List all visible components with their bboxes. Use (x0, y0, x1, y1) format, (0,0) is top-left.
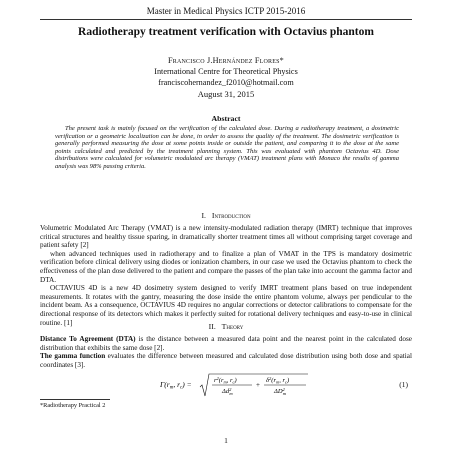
running-head: Master in Medical Physics ICTP 2015-2016 (146, 6, 306, 16)
gamma-term: The gamma function (40, 352, 106, 361)
svg-text:r2(rm, rc): $r^2(r_m$, $r_c$) (214, 376, 237, 385)
page-number: 1 (224, 436, 228, 445)
gamma-equation-formula (160, 372, 310, 400)
footnote: *Radiotherapy Practical 2 (40, 402, 106, 409)
theory-body (40, 335, 412, 369)
section-number: II. (208, 322, 216, 331)
section-number: I. (201, 211, 206, 220)
abstract-heading: Abstract (211, 114, 241, 123)
svg-text:Γ(rm, rc) =: $\Gamma(r_m$, $r_c$) = (160, 380, 192, 391)
svg-text:ΔD2m: $\Delta D^2$ m (274, 387, 287, 396)
svg-text:Δd2m: $\Delta d^2$ m (222, 387, 233, 396)
author-block (0, 55, 452, 88)
author-email: franciscohernandez_f2010@hotmail.com (158, 78, 294, 87)
svg-text:+: + (256, 381, 260, 389)
section-heading-introduction (0, 211, 452, 220)
author-affiliation: International Centre for Theoretical Physics (154, 67, 298, 76)
paragraph (40, 352, 412, 369)
paragraph: Volumetric Modulated Arc Therapy (VMAT) is a new intensity-modulated radiation therapy (IMRT) technique that improves critical structures and healthy tissue sparing, in dramatically shorter treatment times all without comprising target coverage and patient safety [2] (40, 224, 412, 250)
dta-definition: is the distance between a measured data point and the nearest point in the calculated dose distribution that exhibits the same dose [2]. (40, 335, 412, 352)
section-heading-theory (0, 322, 452, 331)
paragraph (40, 335, 412, 352)
section-title: Theory (221, 322, 244, 331)
section-title: Introduction (211, 211, 251, 220)
svg-text:δ2(rm, rc): $\delta^2(r_m$, $r_c$) (266, 376, 290, 385)
paragraph: OCTAVIUS 4D is a new 4D dosimetry system designed to verify IMRT treatment plans based on true independent measurements. It rotates with the gantry, measuring the dose inside the entire phantom volume, always per pendicular to the incident beam. As a consequence, OCTAVIUS 4D requires no angular corrections or detector calibrations to compensate for the directional response of its detectors which makes it perfectly suited for rotational delivery techniques and easy-to-use in clinical routine. [1] (40, 284, 412, 327)
paper-date: August 31, 2015 (197, 89, 255, 99)
paragraph: when advanced techniques used in radiotherapy and to finalize a plan of VMAT in the TPS is mandatory dosimetric verification before clinical delivery using diodes or ionization chambers, in our case we used the Octavius phantom to check the effectiveness of the plan dose delivered to the patient and compare the passes of the plan take into account the gamma factor and DTA. (40, 249, 412, 284)
dta-term: Distance To Agreement (DTA) (40, 335, 136, 343)
paper-title: Radiotherapy treatment verification with Octavius phantom (78, 26, 374, 38)
equation-number: (1) (399, 380, 408, 389)
author-name: Francisco J.Hernández Flores* (168, 56, 284, 65)
gamma-definition: evaluates the difference between measured and calculated dose distribution using both dose and spatial coordinates [3]. (40, 352, 412, 369)
abstract-text: The present task is mainly focused on the verification of the calculated dose. During a radiotherapy treatment, a dosimetric verification or a geometric localization can be done, in order to assess the quality of the treatment. The dosimetric verification is generally performed measuring the dose at some points inside or outside the patient, and comparing it to the dose at the same points calculated and predicted by the treatment planning system. This was evaluated with phantom Octavius 4D. Dose distributions were calculated for volumetric modulated arc therapy (VMAT) treatment plans with Monaco the results of gamma analysis was 98% passing criteria. (55, 125, 399, 170)
gamma-equation (40, 372, 412, 400)
footnote-rule (40, 399, 110, 400)
introduction-body (40, 224, 412, 327)
header-rule (40, 19, 412, 20)
